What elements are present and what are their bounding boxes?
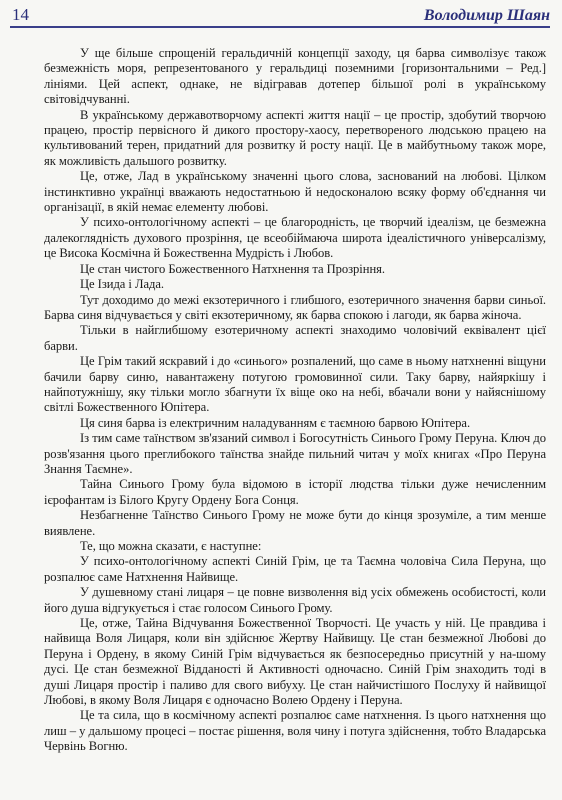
paragraph: Тайна Синього Грому була відомою в історії людства тільки дуже нечисленним ієрофантам із Білого Кругу Ордену Бога Сонця. <box>44 477 546 507</box>
page-number: 14 <box>12 5 29 24</box>
paragraph: Це Ізида і Лада. <box>80 277 165 292</box>
paragraph: У душевному стані лицаря – це повне визволення від усіх обмежень особистості, коли його душа відгукується і стає голосом Синього Грому. <box>44 585 546 615</box>
paragraph: Те, що можна сказати, є наступне: <box>80 539 262 553</box>
page-body <box>44 46 546 755</box>
running-head-author: Володимир Шаян <box>423 7 550 24</box>
paragraph: У психо-онтологічному аспекті – це благородність, це творчий ідеалізм, це безмежна далекоглядність духового прозріння, це всеобіймаюча широта ідеалістичного універсалізму, це Висока Космічна й Божественна Мудрість і Любов. <box>44 215 546 261</box>
paragraph: Із тим саме таїнством зв'язаний символ і Богосутність Синього Грому Перуна. Ключ до розв'язання цього преглибокого таїнства знайде пильний читач у моїх книгах «Про Перуна Знання Таємне». <box>44 431 546 476</box>
paragraph: Це, отже, Лад в українському значенні цього слова, заснований на любові. Цілком інстинктивно українці вважають недостатньою й недосконалою всяку форму об'єднання чи організації, в якій немає елементу любові. <box>44 169 546 215</box>
paragraph: Це Грім такий яскравий і до «синього» розпалений, що саме в ньому натхненні віщуни бачили барву синю, навантажену потугою громовинної сили. Таку барву, найяркішу і найпотужнішу, яку тільки могло збагнути їх віще око на небі, вбачали вони у найяснішому світлі Божественного Юпітера. <box>44 354 546 415</box>
paragraph: У психо-онтологічному аспекті Синій Грім, це та Таємна чоловіча Сила Перуна, що розпалює саме Натхнення Найвище. <box>44 554 546 584</box>
paragraph: Це та сила, що в космічному аспекті розпалює саме натхнення. Із цього натхнення що лиш – у дальшому процесі – постає рішення, воля чину і потуга здійснення, тобто Владарська Червінь Вогню. <box>44 708 546 754</box>
paragraph: Тут доходимо до межі екзотеричного і глибшого, езотеричного значення барви синьої. Барва синя відчувається у світі екзотеричному, як барва спокою і лагоди, як барва жіноча. <box>44 292 546 322</box>
page-header <box>10 2 550 28</box>
paragraph: Це, отже, Тайна Відчування Божественної Творчості. Це участь у ній. Це правдива і найвища Воля Лицаря, коли він здійснює Жертву Найвищу. Це стан безмежної Любові до Перуна і Ордену, в якому Синій Грім відчувається як безпосередньо присутній у на-шому дусі. Це стан безмежної Відданості й Активності одночасно. Синій Грім знаходить тоді в душі Лицаря простір і паливо для свого вибуху. Це стан найчистішого Послуху й найвищої Любові, в якому Воля Лицаря є одночасно Волею Ордену і Перуна. <box>44 616 546 708</box>
paragraph: Тільки в найглибшому езотеричному аспекті знаходимо чоловічий еквівалент цієї барви. <box>44 323 546 353</box>
paragraph: Ця синя барва із електричним наладуванням є таємною барвою Юпітера. <box>80 415 471 430</box>
paragraph: У ще більше спрощеній геральдичній концепції заходу, ця барва символізує також безмежність моря, репрезентованого у геральдиці поземними [горизонтальними – Ред.] лініями. Цей аспект, однаке, не відігравав дотепер більшої ролі в українському світовідчуванні. <box>44 46 546 107</box>
paragraph: Це стан чистого Божественного Натхнення та Прозріння. <box>80 261 385 276</box>
paragraph: Незбагненне Таїнство Синього Грому не може бути до кінця зрозуміле, а тим менше виявлене. <box>44 508 546 538</box>
paragraph: В українському державотворчому аспекті життя нації – це простір, здобутий творчою працею, простір первісного й дикого простору-хаосу, перетвореного людською працею на культивований терен, придатний для розвитку й росту нації. Це в майбутньому також море, як можливість дальшого розвитку. <box>44 107 546 168</box>
